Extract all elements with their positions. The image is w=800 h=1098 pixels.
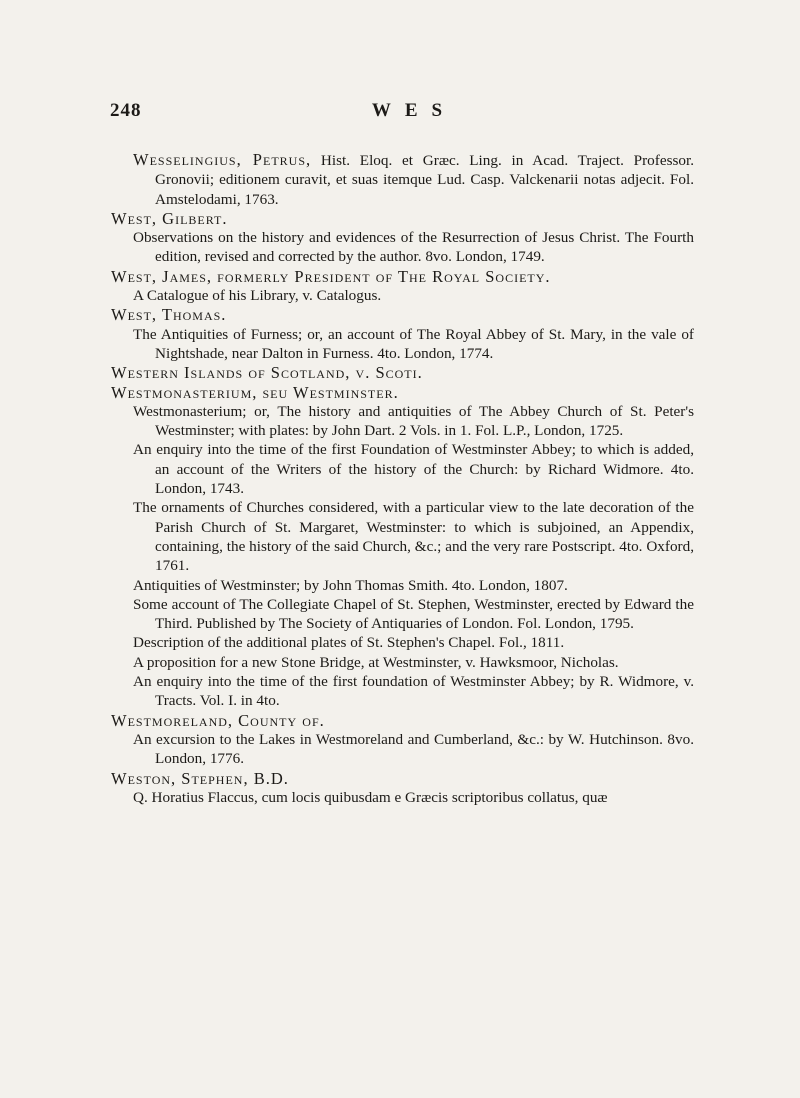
entry-item: A proposition for a new Stone Bridge, at Westminster, v. Hawksmoor, Nicholas. <box>133 653 619 671</box>
entry-item: Westmonasterium; or, The history and antiquities of The Abbey Church of St. Peter's Westminster; with plates: by John Dart. 2 Vols. in 1. Fol. L.P., London, 1725. <box>133 402 694 440</box>
entry-item: A Catalogue of his Library, v. Catalogus. <box>133 287 382 305</box>
entry-item: An enquiry into the time of the first foundation of Westminster Abbey; by R. Widmore, v. Tracts. Vol. I. in 4to. <box>133 673 694 710</box>
entry-heading: Western Islands of Scotland, v. Scoti. <box>111 363 423 383</box>
entry-item: The ornaments of Churches considered, with a particular view to the late decoration of the Parish Church of St. Margaret, Westminster: to which is subjoined, an Appendix, containing, the history of the said Church, &c.; and the very rare Postscript. 4to. Oxford, 1761. <box>133 499 694 575</box>
entry-item: Some account of The Collegiate Chapel of St. Stephen, Westminster, erected by Edward the Third. Published by The Society of Antiquaries of London. Fol. London, 1795. <box>133 595 694 633</box>
entry-heading: West, Thomas. <box>111 305 227 325</box>
entry-item: Antiquities of Westminster; by John Thomas Smith. 4to. London, 1807. <box>133 576 568 594</box>
entry-heading: Wesselingius, Petrus, <box>133 150 312 169</box>
entry-item: An excursion to the Lakes in Westmoreland and Cumberland, &c.: by W. Hutchinson. 8vo. London, 1776. <box>133 730 694 768</box>
entry-heading: Westmonasterium, seu Westminster. <box>111 382 399 402</box>
entry-item: Observations on the history and evidences of the Resurrection of Jesus Christ. The Fourth edition, revised and corrected by the author. 8vo. London, 1749. <box>133 229 694 266</box>
entry-item: Q. Horatius Flaccus, cum locis quibusdam e Græcis scriptoribus collatus, quæ <box>133 788 608 806</box>
entry-heading: West, Gilbert. <box>111 208 228 228</box>
entry-item: The Antiquities of Furness; or, an account of The Royal Abbey of St. Mary, in the vale of Nightshade, near Dalton in Furness. 4to. London, 1774. <box>133 325 694 362</box>
entry-item: An enquiry into the time of the first Foundation of Westminster Abbey; to which is added, an account of the Writers of the history of the Church: by Richard Widmore. 4to. London, 1743. <box>133 441 694 498</box>
page-number: 248 <box>110 100 142 121</box>
entry-item: Description of the additional plates of St. Stephen's Chapel. Fol., 1811. <box>133 634 565 652</box>
catalogue-entry <box>133 150 694 209</box>
entry-text: Hist. Eloq. et Græc. Ling. in Acad. Traject. Professor. Gronovii; editionem curavit, et suas itemque Lud. Casp. Valckenarii notas adjecit. Fol. Amstelodami, 1763. <box>155 152 694 208</box>
entry-heading: Westmoreland, County of. <box>111 710 325 730</box>
catalogue-entries <box>111 150 694 807</box>
page-header <box>0 100 800 130</box>
running-head: WES <box>371 100 457 121</box>
entry-heading: Weston, Stephen, B.D. <box>111 768 289 788</box>
entry-heading: West, James, formerly President of The Royal Society. <box>111 266 551 286</box>
